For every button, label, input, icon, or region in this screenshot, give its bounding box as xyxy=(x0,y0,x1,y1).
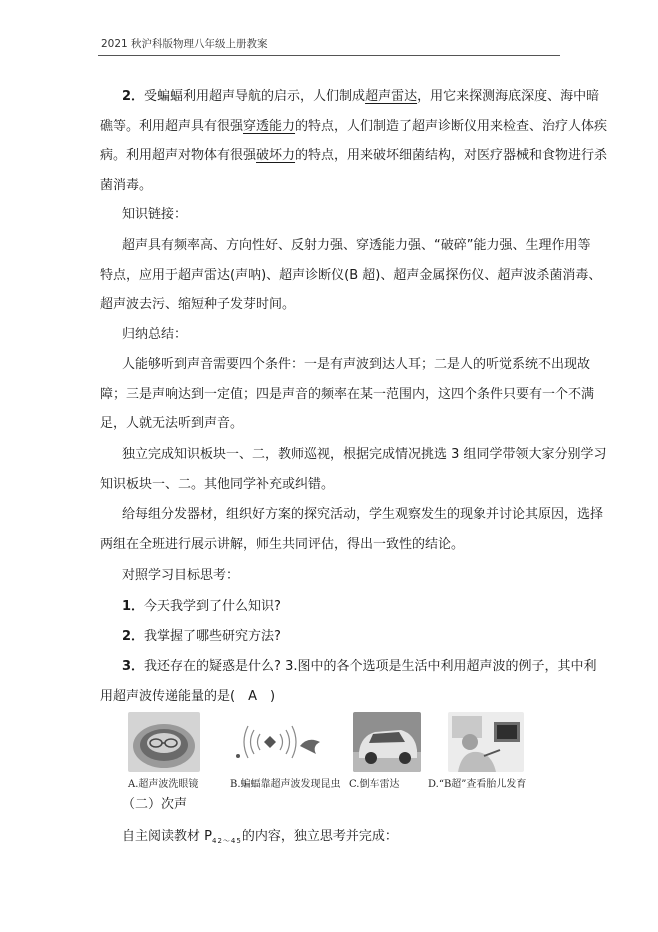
summary-heading: 归纳总结： xyxy=(122,327,188,342)
bat-icon xyxy=(230,712,328,772)
knowledge-link-body: 超声具有频率高、方向性好、反射力强、穿透能力强、“破碎”能力强、生理作用等 特点，应用于超声雷达(声呐)、超声诊断仪(B 超)、超声金属探伤仪、超声波杀菌消毒、 超声波去污、缩短种子发芽时间。 xyxy=(100,238,602,312)
reading-instruction: 自主阅读教材 $P_{42\sim 45}$的内容，独立思考并完成： xyxy=(122,829,398,845)
summary-body: 人能够听到声音需要四个条件：一是有声波到达人耳；二是人的听觉系统不出现故 障；三是声响达到一定值；四是声音的频率在某一范围内，这四个条件只要有一个不满 足，人就无法听到声音。 xyxy=(100,357,595,431)
reflection-heading: 对照学习目标思考： xyxy=(122,568,240,583)
ultrasound-icon xyxy=(448,712,524,772)
option-a-caption: A.超声波洗眼镜 xyxy=(128,779,199,790)
knowledge-link-heading: 知识链接： xyxy=(122,207,188,222)
car-icon xyxy=(353,712,421,772)
glasses-cleaner-icon xyxy=(128,712,200,772)
independent-task-paragraph: 独立完成知识板块一、二，教师巡视，根据完成情况挑选 3 组同学带领大家分别学习 知识板块一、二。其他同学补充或纠错。 xyxy=(100,447,607,492)
section-title-infrasound: （二）次声 xyxy=(122,797,188,812)
option-b-caption: B.蝙蝠靠超声波发现昆虫 xyxy=(230,779,341,790)
header-divider xyxy=(98,55,560,56)
option-images xyxy=(128,712,558,792)
paragraph-ultrasound-uses: 2．受蝙蝠利用超声导航的启示，人们制成超声雷达，用它来探测海底深度、海中暗 礁等。利用超声具有很强穿透能力的特点，人们制造了超声诊断仪用来检查、治疗人体疾 病。利用超声对物体有很强破坏力的特点，用来破坏细菌结构，对医疗器械和食物进行杀 菌消毒。 xyxy=(100,89,608,193)
reflection-question-1: 1．今天我学到了什么知识? xyxy=(122,599,281,614)
underlined-term: 破坏力 xyxy=(256,148,296,163)
reflection-question-2: 2．我掌握了哪些研究方法? xyxy=(122,629,281,644)
underlined-term: 超声雷达 xyxy=(365,89,418,104)
option-c-caption: C.倒车雷达 xyxy=(349,779,400,790)
reflection-question-3: 3．我还存在的疑惑是什么? 3.图中的各个选项是生活中利用超声波的例子，其中利 用超声波传递能量的是( A ) xyxy=(100,659,597,704)
group-activity-paragraph: 给每组分发器材，组织好方案的探究活动，学生观察发生的现象并讨论其原因，选择 两组在全班进行展示讲解，师生共同评估，得出一致性的结论。 xyxy=(100,507,604,552)
page-header: 2021 秋沪科版物理八年级上册教案 xyxy=(101,38,268,50)
underlined-term: 穿透能力 xyxy=(243,118,296,134)
option-d-caption: D.“B超”查看胎儿发育 xyxy=(428,779,527,790)
